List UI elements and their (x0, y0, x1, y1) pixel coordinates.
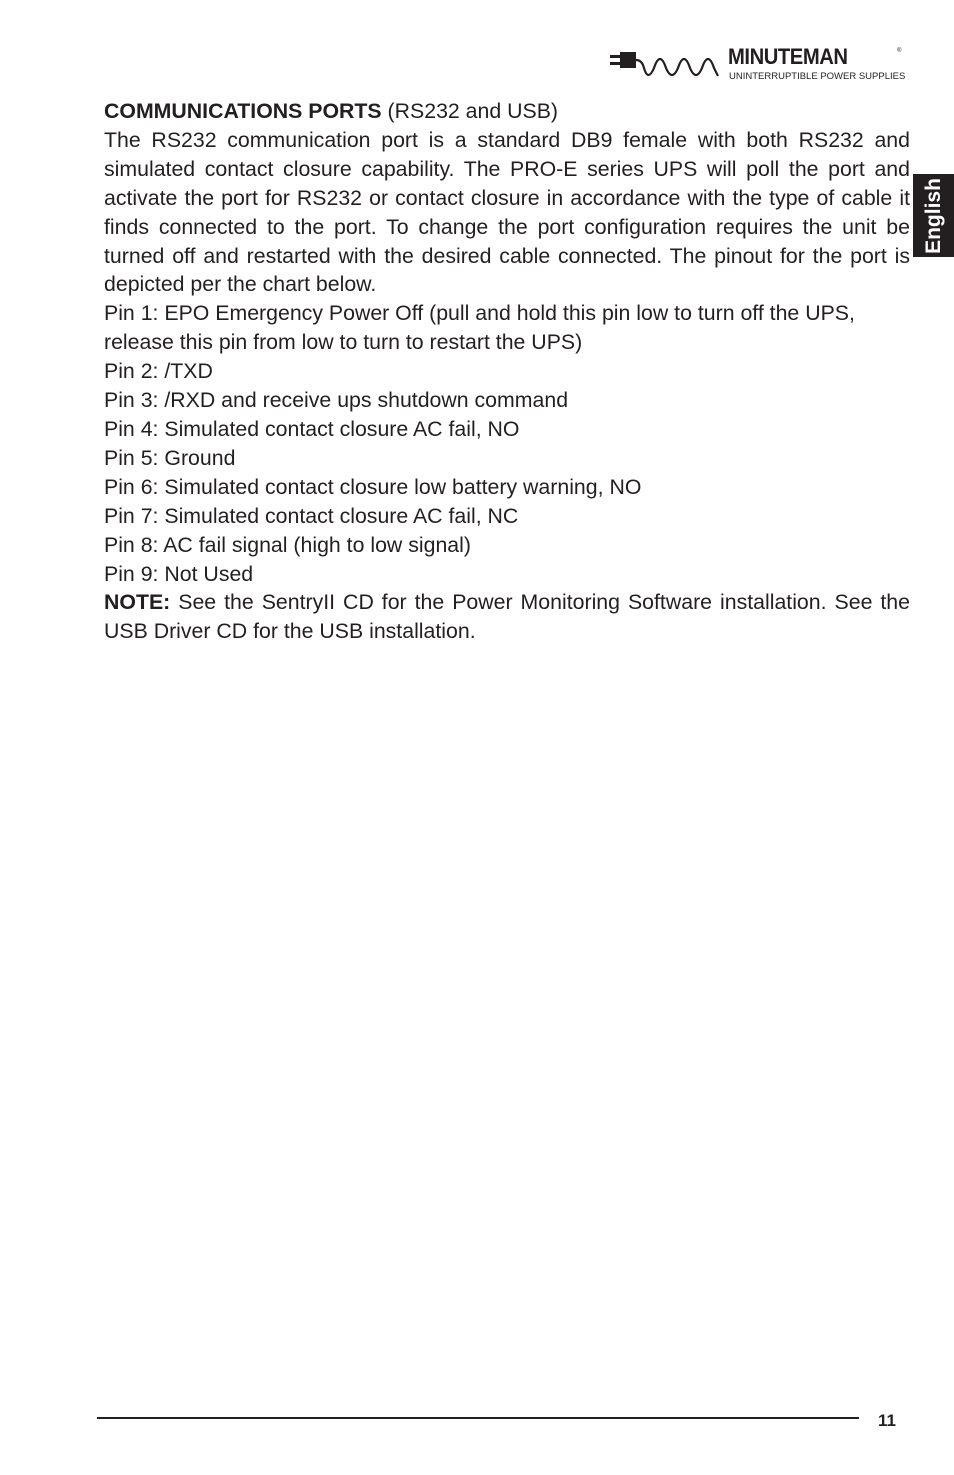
pin-item: Pin 8: AC fail signal (high to low signal) (104, 532, 471, 557)
section-heading (104, 97, 910, 126)
pin-item: Pin 6: Simulated contact closure low battery warning, NO (104, 474, 642, 499)
registered-mark: ® (897, 48, 902, 54)
plug-wave-icon (606, 46, 726, 82)
pin-item: Pin 3: /RXD and receive ups shutdown command (104, 388, 569, 413)
note-label: NOTE: (104, 590, 171, 615)
section-content (104, 97, 910, 646)
footer-rule (97, 1417, 859, 1419)
note-paragraph (104, 588, 910, 646)
brand-name: MINUTEMAN (728, 44, 848, 69)
intro-paragraph: The RS232 communication port is a standard DB9 female with both RS232 and simulated contact closure capability. The PRO-E series UPS will poll the port and activate the port for RS232 or contact closure in accordance with the type of cable it finds connected to the port. To change the port configuration requires the unit be turned off and restarted with the desired cable connected. The pinout for the port is depicted per the chart below. (104, 127, 910, 297)
section-title-bold: COMMUNICATIONS PORTS (104, 99, 382, 123)
brand-tagline: UNINTERRUPTIBLE POWER SUPPLIES (729, 71, 906, 82)
pin-item: Pin 4: Simulated contact closure AC fail, NO (104, 416, 520, 441)
note-text: See the SentryII CD for the Power Monitoring Software installation. See the USB Driver CD for the USB installation. (104, 590, 910, 644)
pin-item: Pin 2: /TXD (104, 359, 213, 384)
pin-item: Pin 1: EPO Emergency Power Off (pull and hold this pin low to turn off the UPS, release this pin from low to turn to restart the UPS) (104, 301, 855, 355)
language-tab (913, 174, 954, 257)
minuteman-logo (606, 44, 906, 86)
pin-item: Pin 7: Simulated contact closure AC fail, NC (104, 503, 519, 528)
language-tab-label: English (921, 177, 945, 254)
pin-item: Pin 9: Not Used (104, 561, 254, 586)
page-number: 11 (878, 1411, 896, 1430)
section-title-rest: (RS232 and USB) (381, 99, 559, 123)
pin-item: Pin 5: Ground (104, 445, 236, 470)
